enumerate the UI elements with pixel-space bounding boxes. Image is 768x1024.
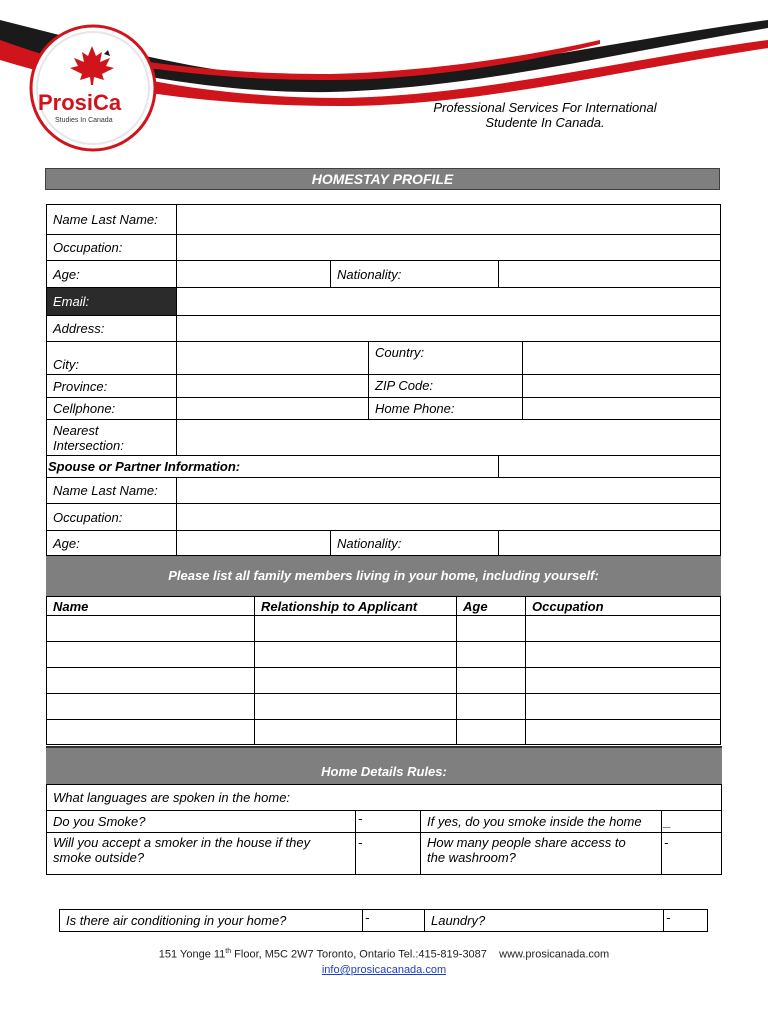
zip-field[interactable] [523, 375, 720, 397]
home-phone-label: Home Phone: [375, 400, 455, 416]
accept-smoker-question [47, 833, 355, 875]
footer-address-start: 151 Yonge 11 [158, 948, 226, 961]
table-row[interactable] [47, 720, 720, 744]
smoke-answer[interactable]: - [358, 811, 363, 826]
table-row[interactable] [47, 668, 720, 693]
occupation-field[interactable] [177, 235, 720, 260]
country-label: Country: [375, 344, 425, 360]
intersection-label [47, 420, 176, 455]
column-header-occupation: Occupation [532, 598, 604, 614]
address-field[interactable] [177, 316, 720, 341]
spouse-name-label: Name Last Name: [53, 483, 158, 498]
spouse-age-label: Age: [53, 536, 80, 551]
column-header-age: Age [463, 598, 488, 614]
logo-subtitle: Studies In Canada [55, 117, 113, 124]
smoke-inside-answer[interactable]: _ [664, 814, 672, 829]
accept-smoker-answer[interactable]: - [358, 835, 363, 850]
spouse-heading-field[interactable] [499, 456, 720, 477]
family-band: Please list all family members living in your home, including yourself: [46, 556, 721, 596]
footer-email-row [0, 964, 768, 976]
washroom-answer[interactable]: - [664, 835, 669, 850]
tagline-line-2: Studente In Canada. [485, 115, 605, 130]
city-field[interactable] [177, 342, 368, 374]
table-row[interactable] [47, 642, 720, 667]
nationality-field[interactable] [499, 261, 720, 287]
footer-address-end: Floor, M5C 2W7 Toronto, Ontario Tel.:415-819-3087 www.prosicanada.com [231, 948, 610, 961]
spouse-nationality-field[interactable] [499, 531, 720, 556]
footer-address [0, 948, 768, 961]
home-phone-field[interactable] [523, 398, 720, 419]
washroom-line-1: How many people share access to [427, 835, 626, 850]
country-field[interactable] [523, 342, 720, 374]
table-row[interactable] [47, 694, 720, 719]
form-title: HOMESTAY PROFILE [45, 168, 720, 190]
page-header [0, 0, 768, 160]
name-label: Name Last Name: [53, 212, 158, 227]
spouse-occupation-label: Occupation: [53, 509, 123, 525]
name-field[interactable] [177, 205, 720, 234]
email-field[interactable] [177, 288, 720, 315]
laundry-answer[interactable]: - [666, 910, 671, 925]
province-label: Province: [53, 378, 108, 394]
tagline-line-1: Professional Services For International [433, 100, 657, 115]
cellphone-label: Cellphone: [53, 401, 116, 416]
age-label: Age: [53, 266, 80, 282]
maple-leaf-icon [62, 44, 122, 86]
column-header-name: Name [53, 598, 89, 614]
aircon-question: Is there air conditioning in your home? [66, 913, 287, 928]
intersection-label-line-2: Intersection: [53, 437, 124, 453]
languages-question: What languages are spoken in the home: [53, 790, 291, 805]
spouse-occupation-field[interactable] [177, 504, 720, 530]
cellphone-field[interactable] [177, 398, 368, 419]
city-label: City: [53, 357, 79, 372]
table-row[interactable] [47, 616, 720, 641]
spouse-nationality-label: Nationality: [337, 536, 402, 551]
smoke-inside-question: If yes, do you smoke inside the home [427, 814, 642, 829]
washroom-question [421, 833, 661, 875]
spouse-name-field[interactable] [177, 478, 720, 503]
address-label: Address: [53, 321, 105, 336]
home-rules-band: Home Details Rules: [46, 746, 722, 784]
tagline [380, 100, 710, 130]
age-field[interactable] [177, 261, 330, 287]
smoke-question: Do you Smoke? [53, 814, 146, 829]
accept-smoker-line-1: Will you accept a smoker in the house if they [53, 835, 311, 850]
spouse-heading: Spouse or Partner Information: [48, 459, 241, 474]
laundry-question: Laundry? [431, 913, 486, 928]
intersection-label-line-1: Nearest [53, 422, 99, 438]
column-header-relationship: Relationship to Applicant [261, 598, 418, 614]
province-field[interactable] [177, 375, 368, 397]
intersection-field[interactable] [177, 420, 720, 455]
email-label: Email: [47, 288, 176, 315]
accept-smoker-line-2: smoke outside? [53, 850, 145, 865]
nationality-label: Nationality: [337, 266, 402, 282]
occupation-label: Occupation: [53, 240, 123, 255]
aircon-answer[interactable]: - [365, 910, 370, 925]
zip-label: ZIP Code: [375, 377, 434, 393]
logo-name: ProsiCa [38, 90, 122, 115]
footer-address-sup: th [225, 948, 232, 955]
footer-email-link[interactable]: info@prosicacanada.com [321, 964, 447, 976]
washroom-line-2: the washroom? [427, 850, 516, 865]
spouse-age-field[interactable] [177, 531, 330, 556]
